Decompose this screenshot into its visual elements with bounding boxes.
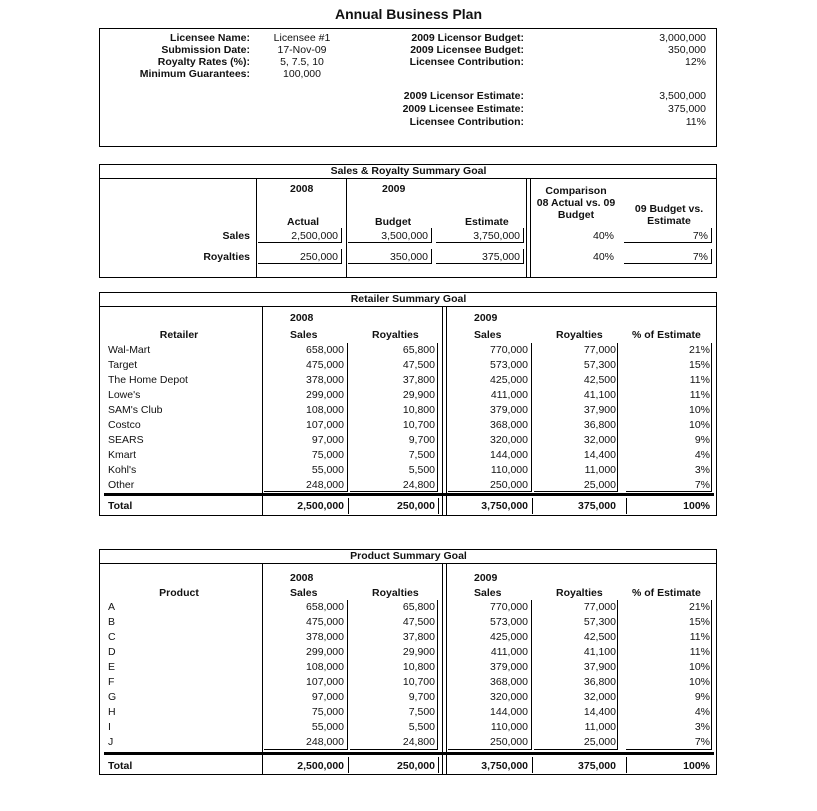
product-row-s08: 108,000: [306, 661, 344, 673]
retailer-col-royalties-2009: Royalties: [556, 329, 603, 341]
retailer-row-s09: 144,000: [490, 449, 528, 461]
product-summary-title: Product Summary Goal: [350, 550, 467, 562]
retailer-row-r09: 42,500: [583, 374, 616, 386]
retailer-row-r09: 36,800: [583, 419, 616, 431]
retailer-row-r09: 77,000: [583, 344, 616, 356]
product-row-r08: 65,800: [402, 601, 435, 613]
royalties-actual-value: 250,000: [300, 251, 338, 263]
product-row-pct: 7%: [694, 736, 710, 748]
retailer-row-pct: 21%: [688, 344, 710, 356]
product-row-pct: 10%: [688, 661, 710, 673]
estimate-contribution-value: 11%: [685, 116, 706, 128]
retailer-row-s08: 97,000: [311, 434, 344, 446]
retailer-row-pct: 15%: [688, 359, 710, 371]
sales-estimate-value: 3,750,000: [473, 230, 520, 242]
sales-summary-title: Sales & Royalty Summary Goal: [330, 165, 487, 177]
product-row-pct: 11%: [689, 646, 710, 658]
retailer-row-s09: 573,000: [490, 359, 528, 371]
sales-summary-divider: [256, 178, 257, 278]
product-row-r08: 10,700: [402, 676, 435, 688]
retailer-row-s09: 320,000: [490, 434, 528, 446]
product-total-r08: 250,000: [397, 760, 435, 772]
product-row-r08: 29,900: [402, 646, 435, 658]
retailer-row-r08: 7,500: [408, 449, 435, 461]
retailer-row-s09: 368,000: [490, 419, 528, 431]
product-row-name: J: [108, 736, 114, 748]
royalties-row-label: Royalties: [203, 251, 250, 263]
sales-actual-value: 2,500,000: [291, 230, 338, 242]
product-year-2009: 2009: [474, 572, 498, 584]
budget-vs-estimate-header: 09 Budget vs.: [634, 203, 704, 215]
retailer-divider: [446, 306, 447, 516]
retailer-row-s08: 475,000: [306, 359, 344, 371]
retailer-year-2009: 2009: [474, 312, 498, 324]
product-row-s08: 75,000: [311, 706, 344, 718]
retailer-col-name: Retailer: [159, 329, 199, 341]
retailer-row-name: Costco: [108, 419, 141, 431]
product-total-label: Total: [108, 760, 133, 772]
product-row-pct: 11%: [689, 631, 710, 643]
product-row-name: G: [108, 691, 117, 703]
product-row-pct: 21%: [688, 601, 710, 613]
retailer-row-pct: 3%: [694, 464, 710, 476]
product-total-rule: [104, 752, 714, 755]
product-row-r08: 7,500: [408, 706, 435, 718]
sales-cmp2-value: 7%: [692, 230, 708, 242]
product-row-s09: 110,000: [490, 721, 528, 733]
retailer-divider: [442, 306, 443, 516]
sales-summary-divider: [346, 178, 347, 278]
retailer-row-s09: 770,000: [490, 344, 528, 356]
retailer-row-pct: 9%: [694, 434, 710, 446]
licensee-estimate-value: 375,000: [668, 103, 706, 115]
product-row-r08: 37,800: [402, 631, 435, 643]
retailer-row-s09: 379,000: [490, 404, 528, 416]
retailer-row-s08: 299,000: [306, 389, 344, 401]
product-row-s09: 320,000: [490, 691, 528, 703]
retailer-row-s08: 658,000: [306, 344, 344, 356]
product-row-s08: 248,000: [306, 736, 344, 748]
retailer-total-divider: [348, 498, 349, 514]
retailer-total-rule: [104, 493, 714, 496]
retailer-row-name: Target: [108, 359, 138, 371]
retailer-row-name: Other: [108, 479, 135, 491]
product-col-sales-2008: Sales: [290, 587, 318, 599]
col-actual-header: Actual: [287, 216, 320, 228]
royalties-cmp2-value: 7%: [692, 251, 708, 263]
product-total-divider: [626, 757, 627, 773]
licensee-budget-value: 350,000: [668, 44, 706, 56]
product-divider: [446, 563, 447, 775]
submission-date-value: 17-Nov-09: [277, 44, 327, 56]
sales-summary-year-2008: 2008: [290, 183, 314, 195]
product-row-s08: 658,000: [306, 601, 344, 613]
budget-vs-estimate-header: Estimate: [647, 215, 691, 227]
sales-row-label: Sales: [222, 230, 250, 242]
retailer-row-s08: 107,000: [306, 419, 344, 431]
retailer-row-r08: 47,500: [402, 359, 435, 371]
product-col-name: Product: [159, 587, 199, 599]
licensee-estimate-label: 2009 Licensee Estimate:: [402, 103, 524, 115]
submission-date-label: Submission Date:: [161, 44, 250, 56]
product-total-s09: 3,750,000: [481, 760, 528, 772]
retailer-row-r08: 10,700: [402, 419, 435, 431]
product-summary-title-rule: [99, 563, 717, 564]
retailer-row-r08: 9,700: [408, 434, 435, 446]
retailer-total-r09: 375,000: [578, 500, 616, 512]
product-row-pct: 9%: [694, 691, 710, 703]
retailer-row-r09: 14,400: [583, 449, 616, 461]
retailer-total-divider: [438, 498, 439, 514]
retailer-col-royalties-2008: Royalties: [372, 329, 419, 341]
royalty-rates-label: Royalty Rates (%):: [157, 56, 250, 68]
product-row-r09: 77,000: [583, 601, 616, 613]
product-row-r09: 37,900: [583, 661, 616, 673]
retailer-total-divider: [626, 498, 627, 514]
retailer-row-name: SAM's Club: [108, 404, 163, 416]
retailer-row-r09: 57,300: [583, 359, 616, 371]
product-row-name: H: [108, 706, 116, 718]
retailer-row-pct: 11%: [689, 389, 710, 401]
product-row-name: B: [108, 616, 116, 628]
retailer-row-s08: 75,000: [311, 449, 344, 461]
product-row-r09: 41,100: [583, 646, 616, 658]
retailer-col-sales-2009: Sales: [474, 329, 502, 341]
retailer-row-name: Kohl's: [108, 464, 137, 476]
product-row-pct: 3%: [694, 721, 710, 733]
product-total-divider: [348, 757, 349, 773]
licensor-budget-value: 3,000,000: [659, 32, 706, 44]
minimum-guarantees-label: Minimum Guarantees:: [139, 68, 250, 80]
product-row-r08: 9,700: [408, 691, 435, 703]
licensee-name-label: Licensee Name:: [170, 32, 250, 44]
retailer-total-s08: 2,500,000: [297, 500, 344, 512]
budget-contribution-label: Licensee Contribution:: [409, 56, 524, 68]
retailer-col-pct: % of Estimate: [632, 329, 701, 341]
retailer-total-s09: 3,750,000: [481, 500, 528, 512]
product-total-divider: [438, 757, 439, 773]
product-row-s08: 299,000: [306, 646, 344, 658]
retailer-row-name: SEARS: [108, 434, 144, 446]
product-row-r09: 11,000: [584, 721, 616, 733]
sales-cmp1-value: 40%: [592, 230, 614, 242]
product-divider: [262, 563, 263, 775]
sales-summary-title-rule: [99, 178, 717, 179]
royalty-rates-value: 5, 7.5, 10: [280, 56, 324, 68]
retailer-year-2008: 2008: [290, 312, 314, 324]
product-col-sales-2009: Sales: [474, 587, 502, 599]
retailer-total-r08: 250,000: [397, 500, 435, 512]
retailer-total-label: Total: [108, 500, 133, 512]
retailer-total-divider: [532, 498, 533, 514]
page-title: Annual Business Plan: [334, 6, 483, 22]
retailer-row-s09: 250,000: [490, 479, 528, 491]
sales-summary-divider: [526, 178, 527, 278]
retailer-row-name: Kmart: [108, 449, 137, 461]
product-row-name: D: [108, 646, 116, 658]
product-row-name: I: [108, 721, 111, 733]
licensee-budget-label: 2009 Licensee Budget:: [410, 44, 524, 56]
retailer-divider: [262, 306, 263, 516]
product-row-s09: 368,000: [490, 676, 528, 688]
sales-summary-divider: [530, 178, 531, 278]
product-row-s08: 107,000: [306, 676, 344, 688]
licensor-estimate-value: 3,500,000: [659, 90, 706, 102]
comparison-header: Comparison: [545, 185, 607, 197]
product-row-s09: 573,000: [490, 616, 528, 628]
retailer-row-s08: 248,000: [306, 479, 344, 491]
product-row-r08: 5,500: [408, 721, 435, 733]
retailer-row-r09: 37,900: [583, 404, 616, 416]
col-estimate-header: Estimate: [465, 216, 509, 228]
retailer-row-s09: 425,000: [490, 374, 528, 386]
product-divider: [442, 563, 443, 775]
royalties-cmp1-value: 40%: [592, 251, 614, 263]
retailer-row-r08: 24,800: [402, 479, 435, 491]
product-row-r08: 10,800: [402, 661, 435, 673]
product-row-s09: 411,000: [490, 646, 528, 658]
retailer-row-name: Lowe's: [108, 389, 141, 401]
product-row-r09: 36,800: [583, 676, 616, 688]
retailer-row-s08: 378,000: [306, 374, 344, 386]
product-total-divider: [532, 757, 533, 773]
product-total-r09: 375,000: [578, 760, 616, 772]
budget-contribution-value: 12%: [684, 56, 706, 68]
product-row-s09: 250,000: [490, 736, 528, 748]
retailer-row-name: Wal-Mart: [108, 344, 151, 356]
product-row-r09: 14,400: [583, 706, 616, 718]
product-row-name: A: [108, 601, 116, 613]
retailer-row-r08: 29,900: [402, 389, 435, 401]
product-row-pct: 4%: [694, 706, 710, 718]
licensee-name-value: Licensee #1: [273, 32, 331, 44]
comparison-header: Budget: [557, 209, 595, 221]
retailer-row-r08: 5,500: [408, 464, 435, 476]
product-row-pct: 10%: [688, 676, 710, 688]
retailer-row-s09: 110,000: [490, 464, 528, 476]
retailer-row-s08: 55,000: [311, 464, 344, 476]
product-row-s08: 97,000: [311, 691, 344, 703]
retailer-row-pct: 10%: [688, 404, 710, 416]
estimate-contribution-label: Licensee Contribution:: [409, 116, 524, 128]
product-row-r09: 25,000: [583, 736, 616, 748]
retailer-total-pct: 100%: [683, 500, 710, 512]
retailer-row-r09: 11,000: [584, 464, 616, 476]
product-row-s08: 55,000: [311, 721, 344, 733]
retailer-summary-title: Retailer Summary Goal: [350, 293, 467, 305]
licensor-estimate-label: 2009 Licensor Estimate:: [403, 90, 524, 102]
product-row-r08: 47,500: [402, 616, 435, 628]
comparison-header: 08 Actual vs. 09: [536, 197, 616, 209]
product-col-pct: % of Estimate: [632, 587, 701, 599]
licensor-budget-label: 2009 Licensor Budget:: [411, 32, 524, 44]
product-row-r09: 42,500: [583, 631, 616, 643]
product-row-r08: 24,800: [402, 736, 435, 748]
product-row-s08: 475,000: [306, 616, 344, 628]
product-total-pct: 100%: [683, 760, 710, 772]
retailer-row-r09: 32,000: [583, 434, 616, 446]
retailer-col-sales-2008: Sales: [290, 329, 318, 341]
retailer-row-r09: 25,000: [583, 479, 616, 491]
royalties-estimate-value: 375,000: [482, 251, 520, 263]
retailer-summary-title-rule: [99, 306, 717, 307]
retailer-row-pct: 4%: [694, 449, 710, 461]
retailer-row-r08: 10,800: [402, 404, 435, 416]
retailer-row-r08: 37,800: [402, 374, 435, 386]
retailer-row-pct: 11%: [689, 374, 710, 386]
sales-budget-value: 3,500,000: [381, 230, 428, 242]
product-row-s08: 378,000: [306, 631, 344, 643]
col-budget-header: Budget: [375, 216, 412, 228]
product-row-s09: 425,000: [490, 631, 528, 643]
product-col-royalties-2008: Royalties: [372, 587, 419, 599]
product-row-r09: 57,300: [583, 616, 616, 628]
product-row-s09: 144,000: [490, 706, 528, 718]
product-row-name: F: [108, 676, 115, 688]
retailer-row-r09: 41,100: [583, 389, 616, 401]
product-col-royalties-2009: Royalties: [556, 587, 603, 599]
royalties-budget-value: 350,000: [390, 251, 428, 263]
retailer-row-s09: 411,000: [490, 389, 528, 401]
product-row-s09: 770,000: [490, 601, 528, 613]
product-total-s08: 2,500,000: [297, 760, 344, 772]
retailer-row-pct: 10%: [688, 419, 710, 431]
retailer-row-pct: 7%: [694, 479, 710, 491]
product-row-name: C: [108, 631, 116, 643]
retailer-row-s08: 108,000: [306, 404, 344, 416]
product-row-s09: 379,000: [490, 661, 528, 673]
retailer-row-r08: 65,800: [402, 344, 435, 356]
sales-summary-year-2009: 2009: [382, 183, 406, 195]
product-row-r09: 32,000: [583, 691, 616, 703]
product-row-name: E: [108, 661, 116, 673]
minimum-guarantees-value: 100,000: [283, 68, 321, 80]
product-year-2008: 2008: [290, 572, 314, 584]
retailer-row-name: The Home Depot: [108, 374, 188, 386]
product-row-pct: 15%: [688, 616, 710, 628]
